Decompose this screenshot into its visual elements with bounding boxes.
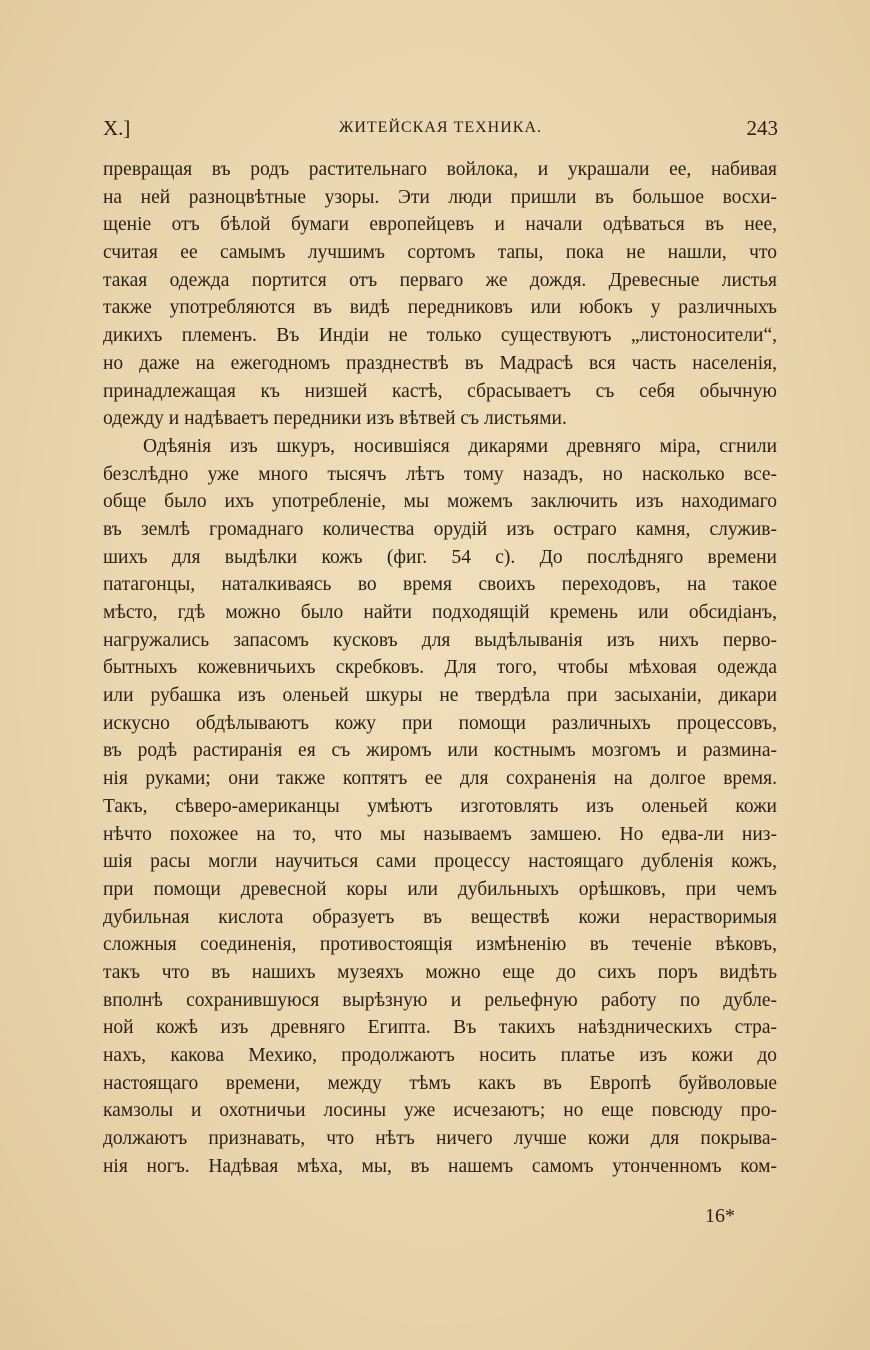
text-line: дубильная кислота образуетъ въ веществѣ кожи нерастворимыя bbox=[103, 906, 777, 928]
text-line: такая одежда портится отъ перваго же дождя. Древесные листья bbox=[103, 269, 777, 291]
text-line: искусно обдѣлываютъ кожу при помощи различныхъ процессовъ, bbox=[103, 712, 777, 734]
text-line: обще было ихъ употребленіе, мы можемъ заключить изъ находимаго bbox=[103, 491, 777, 513]
text-line: настоящаго времени, между тѣмъ какъ въ Европѣ буйволовые bbox=[103, 1072, 777, 1094]
text-line: на ней разноцвѣтные узоры. Эти люди пришли въ большое восхи- bbox=[103, 186, 777, 208]
text-line: нагружались запасомъ кусковъ для выдѣлыванія изъ нихъ перво- bbox=[103, 629, 777, 651]
text-line: должаютъ признавать, что нѣтъ ничего лучше кожи для покрыва- bbox=[103, 1128, 777, 1150]
text-line: или рубашка изъ оленьей шкуры не твердѣла при засыханіи, дикари bbox=[103, 685, 777, 707]
text-line: вполнѣ сохранившуюся вырѣзную и рельефную работу по дубле- bbox=[103, 989, 777, 1011]
text-line: принадлежащая къ низшей кастѣ, сбрасываетъ съ себя обычную bbox=[103, 380, 777, 402]
text-line: считая ее самымъ лучшимъ сортомъ тапы, пока не нашли, что bbox=[103, 242, 777, 264]
text-line: Одѣянія изъ шкуръ, носившіяся дикарями древняго міра, сгнили bbox=[143, 435, 777, 457]
text-line: шія расы могли научиться сами процессу настоящаго дубленія кожъ, bbox=[103, 851, 777, 873]
text-line: щеніе отъ бѣлой бумаги европейцевъ и начали одѣваться въ нее, bbox=[103, 214, 777, 236]
text-line: такъ что въ нашихъ музеяхъ можно еще до сихъ поръ видѣть bbox=[103, 961, 777, 983]
text-line: дикихъ племенъ. Въ Индіи не только существуютъ „листоносители“, bbox=[103, 325, 777, 347]
text-line: сложныя соединенія, противостоящія измѣненію въ теченіе вѣковъ, bbox=[103, 934, 777, 956]
text-line: мѣсто, гдѣ можно было найти подходящій кремень или обсидіанъ, bbox=[103, 602, 777, 623]
text-line: патагонцы, наталкиваясь во время своихъ переходовъ, на такое bbox=[103, 574, 777, 596]
text-line: также употребляются въ видѣ передниковъ или юбокъ у различныхъ bbox=[103, 297, 777, 319]
text-line: превращая въ родъ растительнаго войлока, и украшали ее, набивая bbox=[103, 159, 777, 180]
text-line: ной кожѣ изъ древняго Египта. Въ такихъ наѣздническихъ стра- bbox=[103, 1017, 777, 1039]
body-text bbox=[103, 156, 777, 1180]
text-line: нахъ, какова Мехико, продолжаютъ носить платье изъ кожи до bbox=[103, 1045, 777, 1066]
text-line: но даже на ежегодномъ празднествѣ въ Мадрасѣ вся часть населенія, bbox=[103, 352, 777, 374]
text-line: безслѣдно уже много тысячъ лѣтъ тому назадъ, но насколько все- bbox=[103, 463, 777, 485]
running-title: ЖИТЕЙСКАЯ ТЕХНИКА. bbox=[339, 119, 542, 136]
text-line: въ родѣ растиранія ея съ жиромъ или костнымъ мозгомъ и размина- bbox=[103, 740, 777, 762]
chapter-mark: X.] bbox=[103, 116, 131, 140]
text-line: одежду и надѣваетъ передники изъ вѣтвей съ листьями. bbox=[103, 408, 567, 430]
text-line: нѣчто похожее на то, что мы называемъ замшею. Но едва-ли низ- bbox=[103, 823, 777, 845]
text-line: Такъ, сѣверо-американцы умѣютъ изготовлять изъ оленьей кожи bbox=[103, 795, 777, 817]
text-line: шихъ для выдѣлки кожъ (фиг. 54 с). До послѣдняго времени bbox=[103, 546, 777, 568]
text-line: бытныхъ кожевничьихъ скребковъ. Для того, чтобы мѣховая одежда bbox=[103, 657, 777, 679]
page-number: 243 bbox=[746, 116, 778, 140]
text-line: при помощи древесной коры или дубильныхъ орѣшковъ, при чемъ bbox=[103, 878, 777, 900]
running-header bbox=[103, 116, 778, 144]
text-line: камзолы и охотничьи лосины уже исчезаютъ; но еще повсюду про- bbox=[103, 1100, 777, 1122]
text-line: нія руками; они также коптятъ ее для сохраненія на долгое время. bbox=[103, 768, 777, 790]
text-line: въ землѣ громаднаго количества орудій изъ остраго камня, служив- bbox=[103, 518, 777, 540]
signature-mark: 16* bbox=[705, 1205, 735, 1227]
text-line: нія ногъ. Надѣвая мѣха, мы, въ нашемъ самомъ утонченномъ ком- bbox=[103, 1155, 777, 1177]
